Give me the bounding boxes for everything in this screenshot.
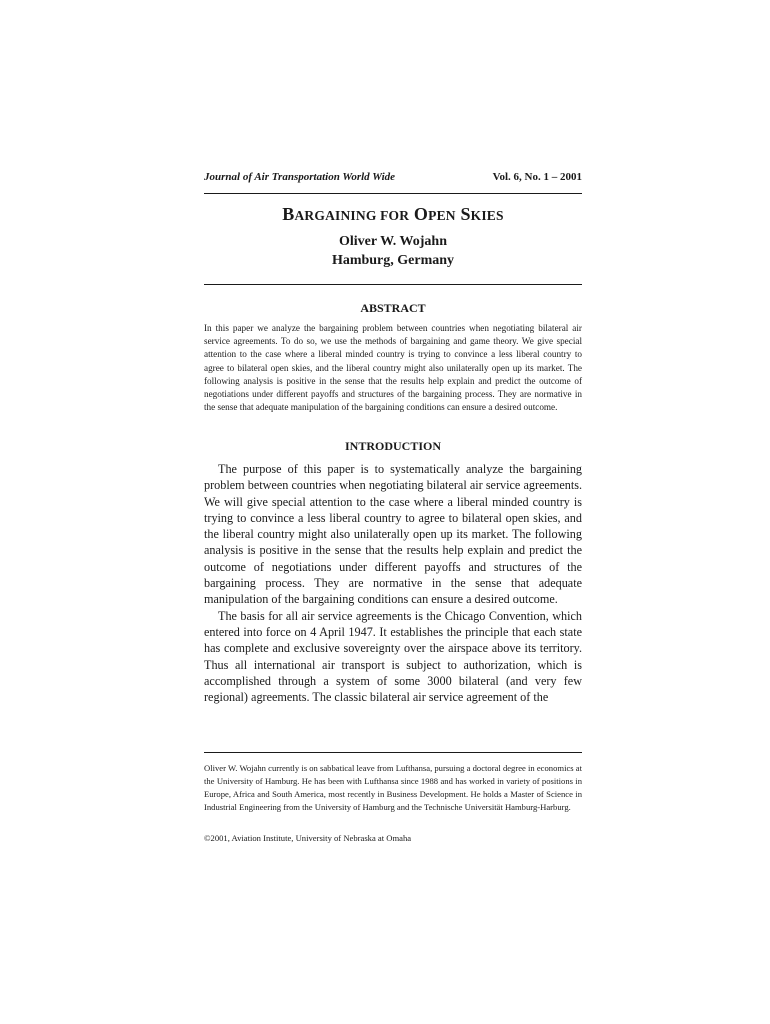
footnote-rule: [204, 752, 582, 753]
author-name: Oliver W. Wojahn: [338, 234, 447, 249]
title-initial: S: [460, 204, 471, 224]
running-header: [204, 171, 582, 183]
title-word: KIES: [470, 208, 504, 223]
introduction-body: [204, 461, 582, 705]
author-affiliation: Hamburg, Germany: [331, 253, 455, 268]
title-word: ARGAINING FOR: [294, 208, 410, 223]
header-rule: [204, 193, 582, 194]
author-footnote: Oliver W. Wojahn currently is on sabbatical leave from Lufthansa, pursuing a doctoral degree in economics at the University of Hamburg. He has been with Lufthansa since 1988 and has worked in variety of positions in Europe, Africa and South America, most recently in Business Development. He holds a Master of Science in Industrial Engineering from the University of Hamburg and the Technische Universität Hamburg-Harburg.: [204, 763, 582, 813]
copyright-notice: ©2001, Aviation Institute, University of Nebraska at Omaha: [204, 833, 412, 843]
title-word: PEN: [428, 208, 456, 223]
volume-info: Vol. 6, No. 1 – 2001: [492, 171, 582, 183]
journal-name: Journal of Air Transportation World Wide: [204, 171, 396, 183]
abstract-heading: ABSTRACT: [360, 301, 426, 315]
body-paragraph: The basis for all air service agreements is the Chicago Convention, which entered into force on 4 April 1947. It establishes the principle that each state has complete and exclusive sovereignty over the airspace above its territory. Thus all international air transport is subject to authorization, which is accomplished through a system of some 3000 bilateral (and very few regional) agreements. The classic bilateral air service agreement of the: [204, 608, 582, 705]
title-rule: [204, 284, 582, 285]
introduction-heading: INTRODUCTION: [344, 439, 441, 453]
paper-title: [204, 204, 582, 225]
title-initial: B: [282, 204, 295, 224]
abstract-text: In this paper we analyze the bargaining problem between countries when negotiating bilateral air service agreements. To do so, we use the methods of bargaining and game theory. We give special attention to the case where a liberal minded country is trying to convince a less liberal country to agree to bilateral open skies, and the liberal country might also unilaterally open up its market. The following analysis is positive in the sense that the results help explain and predict the outcome of negotiations under different payoffs and structures of the bargaining process. They are normative in the sense that adequate manipulation of the bargaining conditions can ensure a desired outcome.: [204, 323, 582, 413]
body-paragraph: The purpose of this paper is to systematically analyze the bargaining problem between countries when negotiating bilateral air service agreements. We will give special attention to the case where a liberal minded country is trying to convince a less liberal country to agree to bilateral open skies, and the liberal country might also unilaterally open up its market. The following analysis is positive in the sense that the results help explain and predict the outcome of negotiations under different payoffs and structures of the bargaining process. They are normative in the sense that adequate manipulation of the bargaining conditions can ensure a desired outcome.: [204, 462, 582, 607]
title-initial: O: [413, 204, 429, 224]
